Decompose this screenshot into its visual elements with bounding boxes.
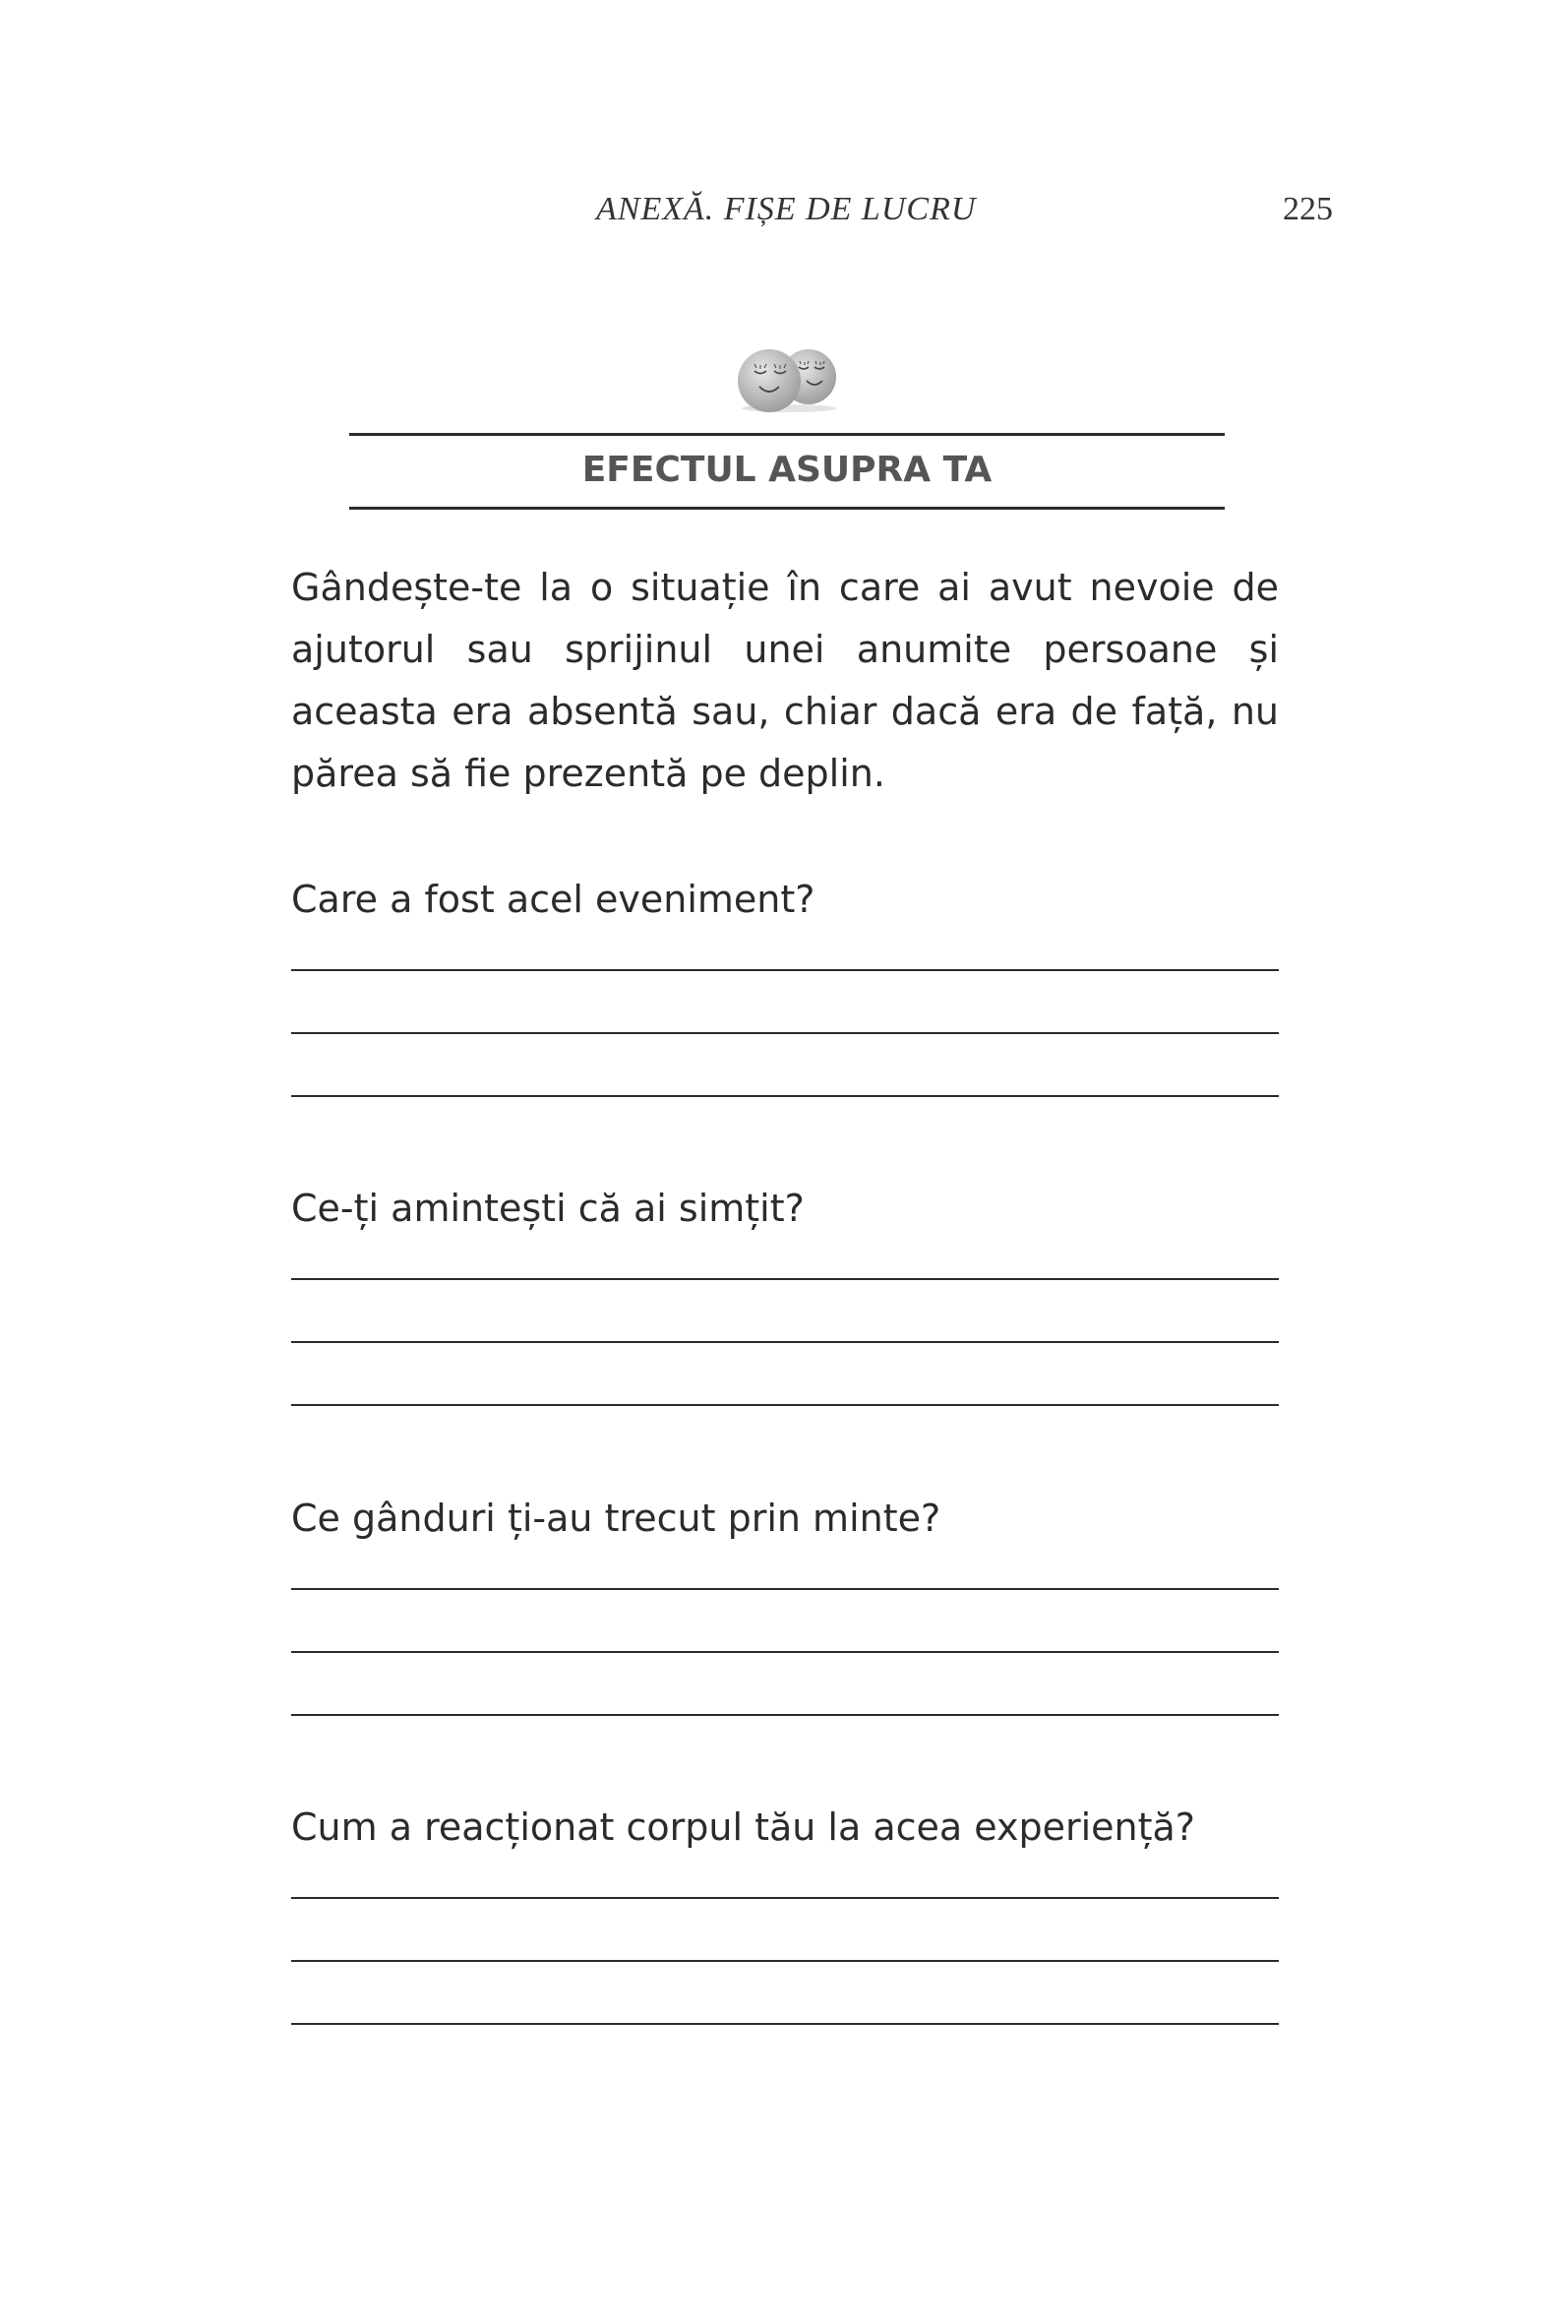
question-block bbox=[291, 1182, 1279, 1406]
running-head: ANEXĂ. FIȘE DE LUCRU bbox=[596, 191, 977, 227]
answer-line[interactable] bbox=[291, 1897, 1279, 1899]
answer-line[interactable] bbox=[291, 1341, 1279, 1343]
two-smiling-faces-icon bbox=[728, 339, 846, 418]
answer-line[interactable] bbox=[291, 2023, 1279, 2025]
question-text: Ce-ți amintești că ai simțit? bbox=[291, 1187, 805, 1230]
title-rule-top bbox=[349, 433, 1225, 436]
intro-paragraph: Gândește-te la o situație în care ai avut nevoie de ajutorul sau sprijinul unei anumite persoane și aceasta era absentă sau, chiar dacă era de față, nu părea să fie prezentă pe deplin. bbox=[291, 566, 1279, 795]
question-block bbox=[291, 1492, 1279, 1716]
answer-line[interactable] bbox=[291, 1714, 1279, 1716]
title-rule-bottom bbox=[349, 507, 1225, 510]
section-title: EFECTUL ASUPRA TA bbox=[581, 450, 993, 490]
question-text: Cum a reacționat corpul tău la acea experiență? bbox=[291, 1805, 1195, 1849]
question-text: Ce gânduri ți-au trecut prin minte? bbox=[291, 1497, 941, 1540]
question-block bbox=[291, 1801, 1279, 2025]
answer-line[interactable] bbox=[291, 1032, 1279, 1034]
answer-line[interactable] bbox=[291, 1651, 1279, 1653]
answer-line[interactable] bbox=[291, 1095, 1279, 1097]
question-block bbox=[291, 873, 1279, 1097]
question-text: Care a fost acel eveniment? bbox=[291, 878, 815, 921]
answer-line[interactable] bbox=[291, 1960, 1279, 1962]
page-number: 225 bbox=[1283, 191, 1333, 227]
answer-line[interactable] bbox=[291, 1278, 1279, 1280]
answer-line[interactable] bbox=[291, 1588, 1279, 1590]
answer-line[interactable] bbox=[291, 1404, 1279, 1406]
answer-line[interactable] bbox=[291, 969, 1279, 971]
